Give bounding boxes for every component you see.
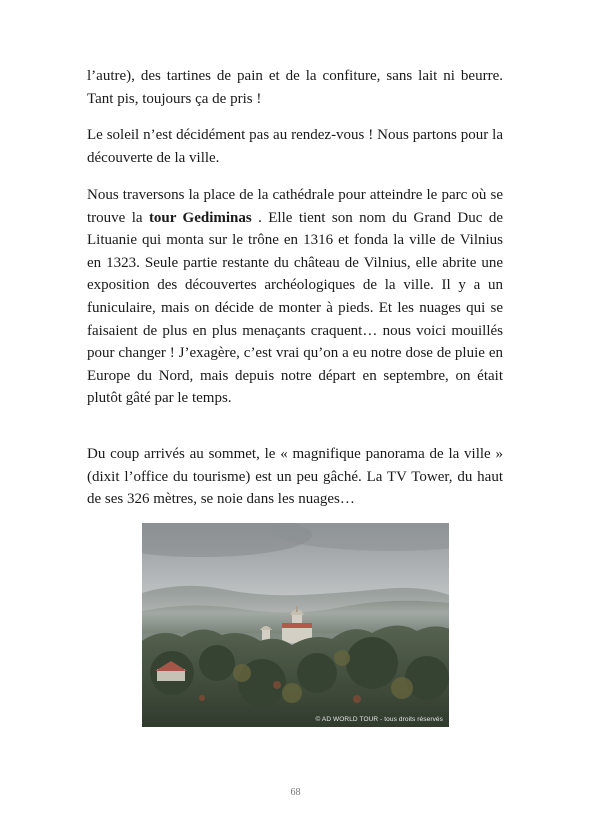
vilnius-panorama-photo bbox=[142, 523, 449, 727]
paragraph-gediminas-tower bbox=[87, 184, 503, 410]
paragraph-text-end: . Elle tient son nom du Grand Duc de Lituanie qui monta sur le trône en 1316 et fonda la ville de Vilnius en 1323. Seule partie restante du château de Vilnius, elle abrite une exposition des découvertes archéologiques de la ville. Il y a un funiculaire, mais on décide de monter à pieds. Et les nuages qui se faisaient de plus en plus menaçants craquent… nous voici mouillés pour changer ! J’exagère, c’est vrai qu’on a eu notre dose de pluie en Europe du Nord, mais depuis notre départ en septembre, on était plutôt gâté par le temps. bbox=[87, 209, 503, 407]
photo-illustration bbox=[142, 523, 449, 727]
tower-name-bold: tour Gediminas bbox=[148, 209, 252, 226]
paragraph-panorama: Du coup arrivés au sommet, le « magnifique panorama de la ville » (dixit l’office du tourisme) est un peu gâché. La TV Tower, du haut de ses 326 mètres, se noie dans les nuages… bbox=[87, 446, 503, 508]
paragraph-weather: Le soleil n’est décidément pas au rendez-vous ! Nous partons pour la découverte de la ville. bbox=[87, 127, 503, 166]
photo-watermark: © AD WORLD TOUR - tous droits réservés bbox=[315, 716, 443, 723]
paragraph-breakfast: l’autre), des tartines de pain et de la confiture, sans lait ni beurre. Tant pis, toujours ça de pris ! bbox=[87, 68, 503, 107]
page-number: 68 bbox=[290, 787, 301, 798]
paragraph-text-start: Nous traversons la place de la cathédrale pour atteindre le parc où se trouve la bbox=[87, 187, 503, 226]
